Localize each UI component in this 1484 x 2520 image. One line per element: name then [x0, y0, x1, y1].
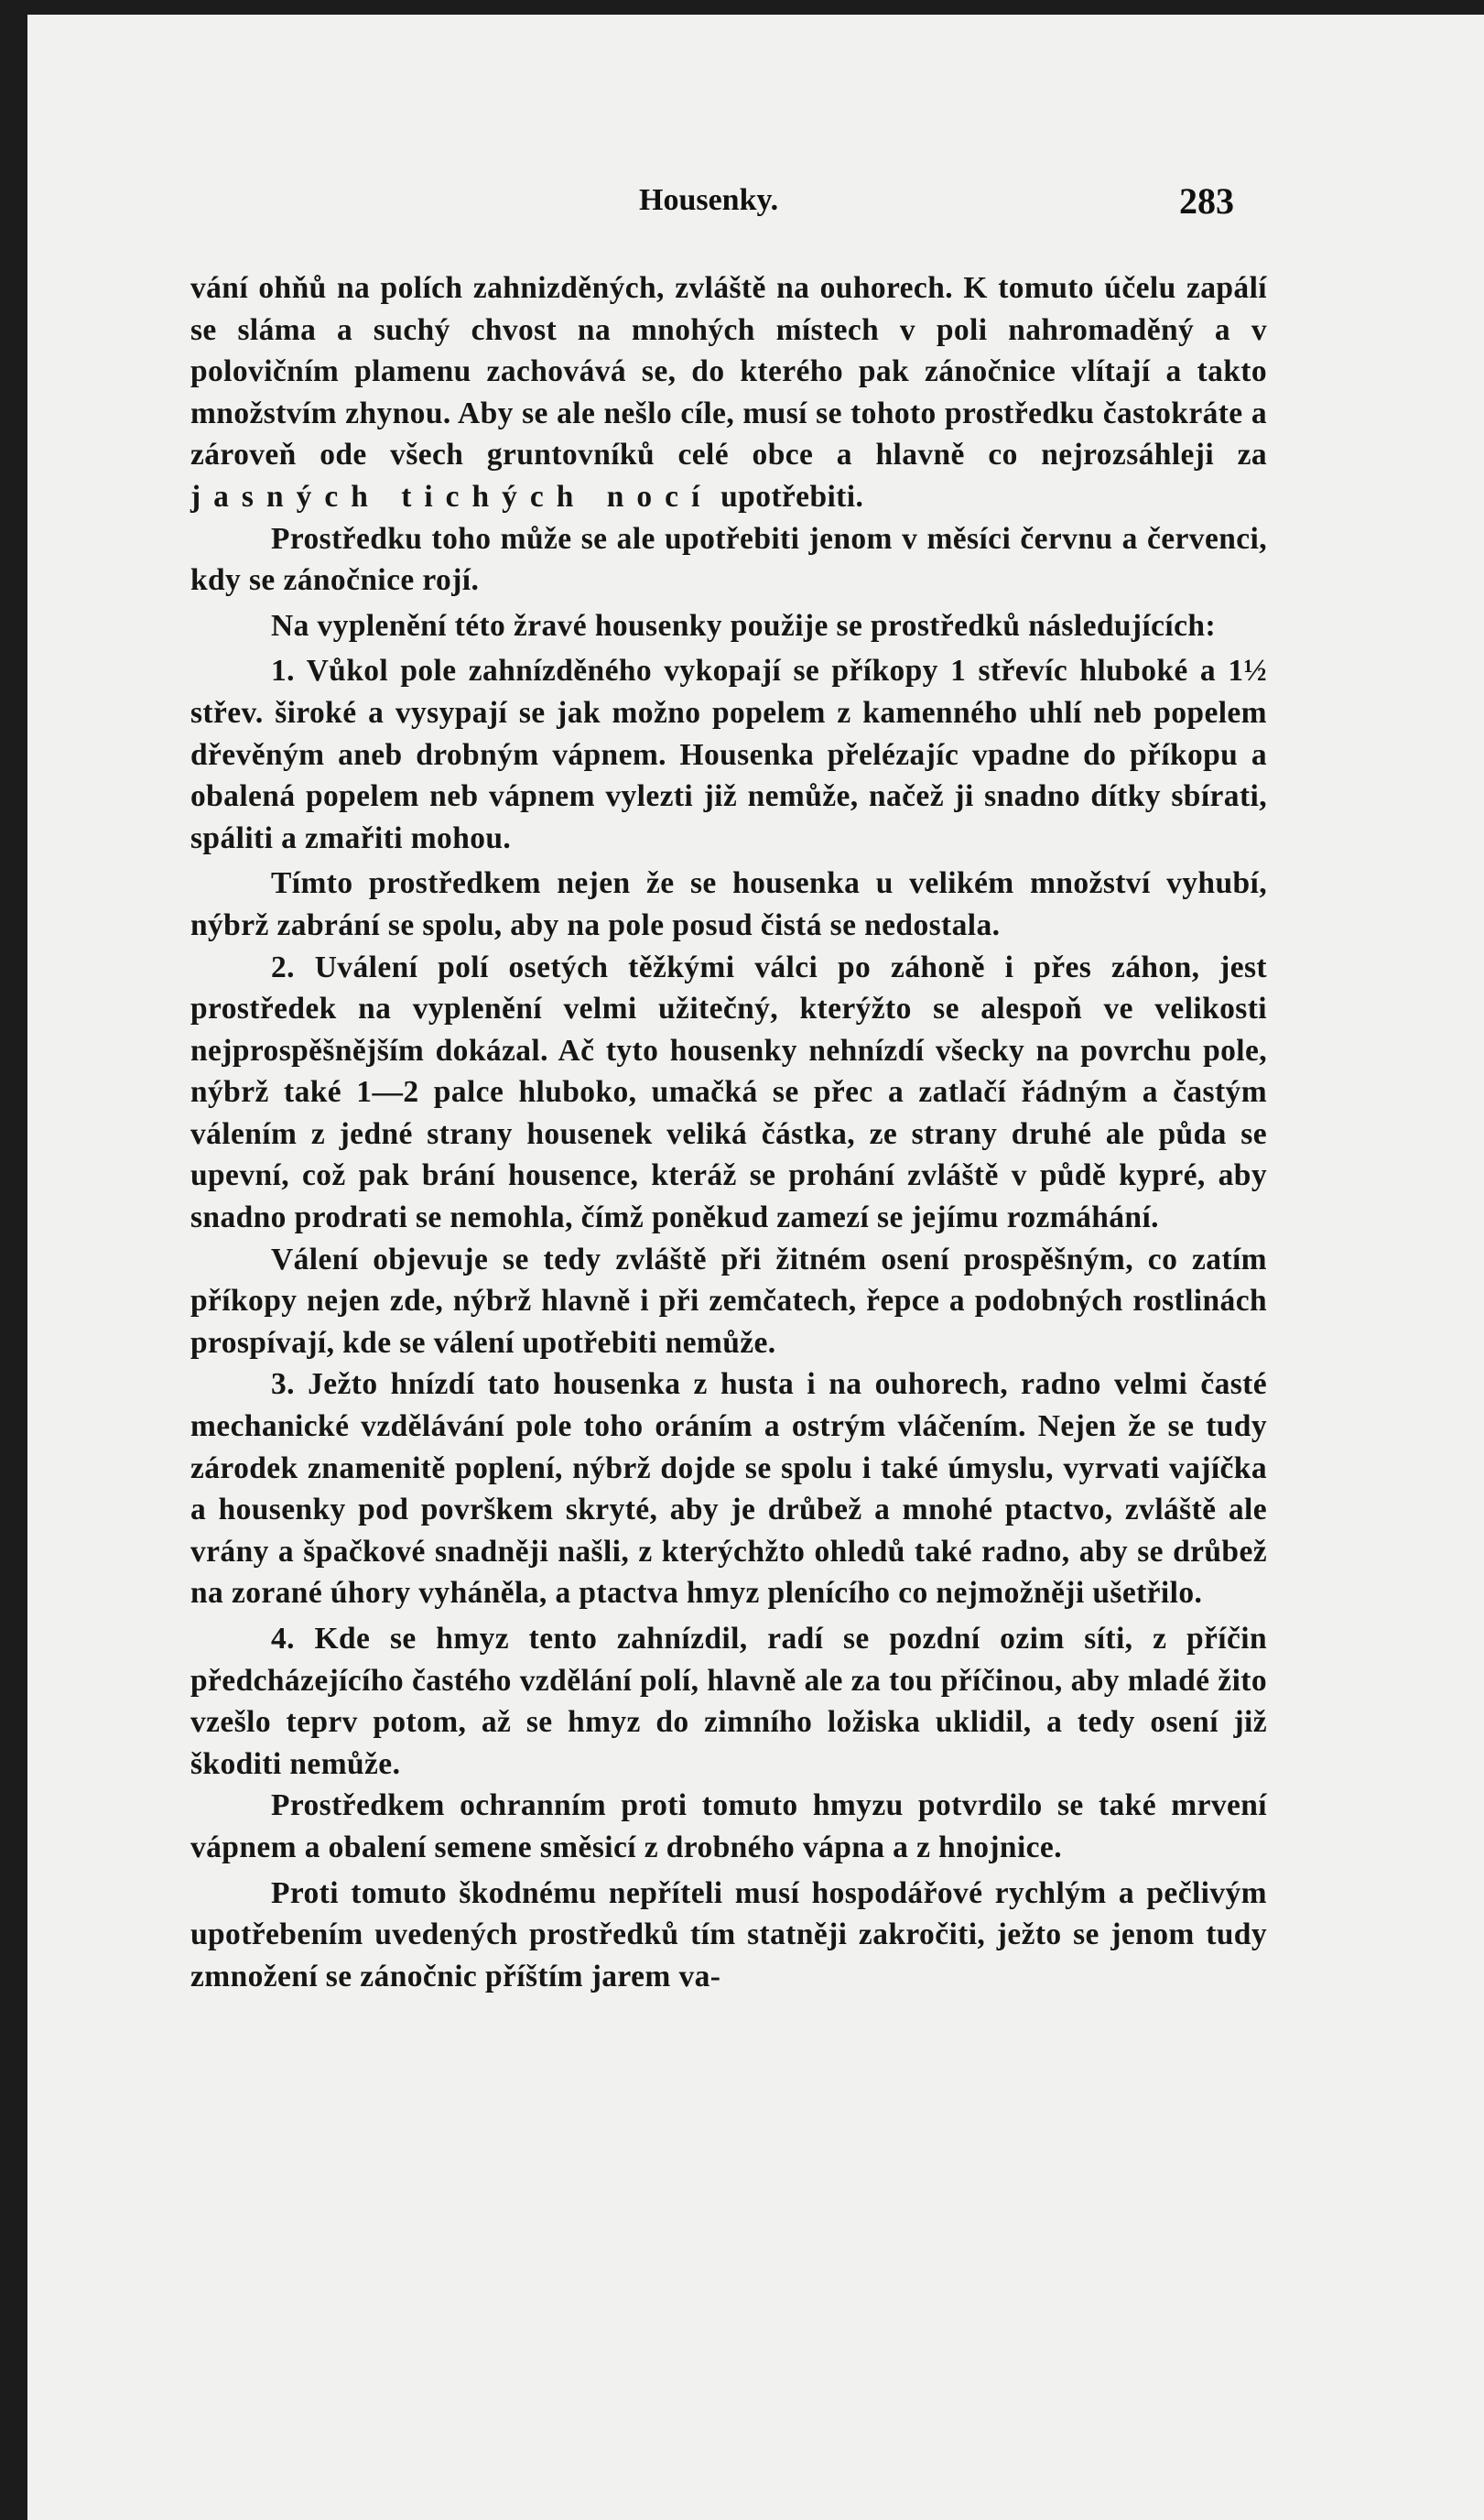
- paragraph: Válení objevuje se tedy zvláště při žitném osení prospěšným, co zatím příkopy nejen zde, nýbrž hlavně i při zemčatech, řepce a podobných rostlinách prospívají, kde se válení upotřebiti nemůže.: [190, 1242, 1267, 1360]
- paragraph: Tímto prostředkem nejen že se housenka u velikém množství vyhubí, nýbrž zabrání se spolu, aby na pole posud čistá se nedostala.: [190, 866, 1267, 942]
- body-text: [190, 267, 1267, 1997]
- paragraph: Prostředku toho může se ale upotřebiti jenom v měsíci červnu a červenci, kdy se zánočnice rojí.: [190, 521, 1267, 598]
- paragraph: Proti tomuto škodnému nepříteli musí hospodářové rychlým a pečlivým upotřebením uvedených prostředků tím statněji zakročiti, ježto se jenom tudy zmnožení se zánočnic příštím jarem va-: [190, 1875, 1267, 1993]
- running-head: Housenky.: [639, 183, 779, 217]
- paragraph: Na vyplenění této žravé housenky použije se prostředků následujících:: [271, 608, 1216, 643]
- paragraph: 3. Ježto hnízdí tato housenka z husta i na ouhorech, radno velmi časté mechanické vzdělávání pole toho oráním a ostrým vláčením. Nejen že se tudy zárodek znamenitě poplení, nýbrž dojde se spolu i také úmyslu, vyrvati vajíčka a housenky pod površkem skryté, aby je drůbež a mnohé ptactvo, zvláště ale vrány a špačkové snadněji našli, z kterýchžto ohledů také radno, aby se drůbež na zorané úhory vyháněla, a ptactva hmyz plenícího co nejmožněji ušetřilo.: [190, 1367, 1267, 1611]
- paragraph: [190, 267, 1267, 518]
- emphasized-text: jasných tichých nocí: [190, 479, 713, 514]
- paragraph: Prostředkem ochranním proti tomuto hmyzu potvrdilo se také mrvení vápnem a obalení semene směsicí z drobného vápna a z hnojnice.: [190, 1788, 1267, 1864]
- paragraph-text: upotřebiti.: [712, 479, 864, 514]
- book-page: [27, 15, 1484, 2520]
- page-number: 283: [1179, 180, 1234, 222]
- paragraph-text: vání ohňů na polích zahnizděných, zvláště na ouhorech. K tomuto účelu zapálí se sláma a suchý chvost na mnohých místech v poli nahromaděný a v polovičním plamenu zachovává se, do kterého pak zánočnice vlítají a takto množstvím zhynou. Aby se ale nešlo cíle, musí se tohoto prostředku častokráte a zároveň ode všech gruntovníků celé obce a hlavně co nejrozsáhleji za: [190, 271, 1267, 472]
- page-header: [27, 170, 1484, 225]
- paragraph: 4. Kde se hmyz tento zahnízdil, radí se pozdní ozim síti, z příčin předcházejícího častého vzdělání polí, hlavně ale za tou příčinou, aby mladé žito vzešlo teprv potom, až se hmyz do zimního ložiska uklidil, a tedy osení již škoditi nemůže.: [190, 1622, 1267, 1781]
- paragraph: 1. Vůkol pole zahnízděného vykopají se příkopy 1 střevíc hluboké a 1½ střev. široké a vysypají se jak možno popelem z kamenného uhlí neb popelem dřevěným aneb drobným vápnem. Housenka přelézajíc vpadne do příkopu a obalená popelem neb vápnem vylezti již nemůže, načež ji snadno dítky sbírati, spáliti a zmařiti mohou.: [190, 654, 1267, 855]
- paragraph: 2. Uválení polí osetých těžkými válci po záhoně i přes záhon, jest prostředek na vyplenění velmi užitečný, kterýžto se alespoň ve velikosti nejprospěšnějším dokázal. Ač tyto housenky nehnízdí všecky na povrchu pole, nýbrž také 1—2 palce hluboko, umačká se přec a zatlačí řádným a častým válením z jedné strany housenek veliká částka, ze strany druhé ale půda se upevní, což pak brání housence, kteráž se prohání zvláště v půdě kypré, aby snadno prodrati se nemohla, čímž poněkud zamezí se jejímu rozmáhání.: [190, 950, 1267, 1235]
